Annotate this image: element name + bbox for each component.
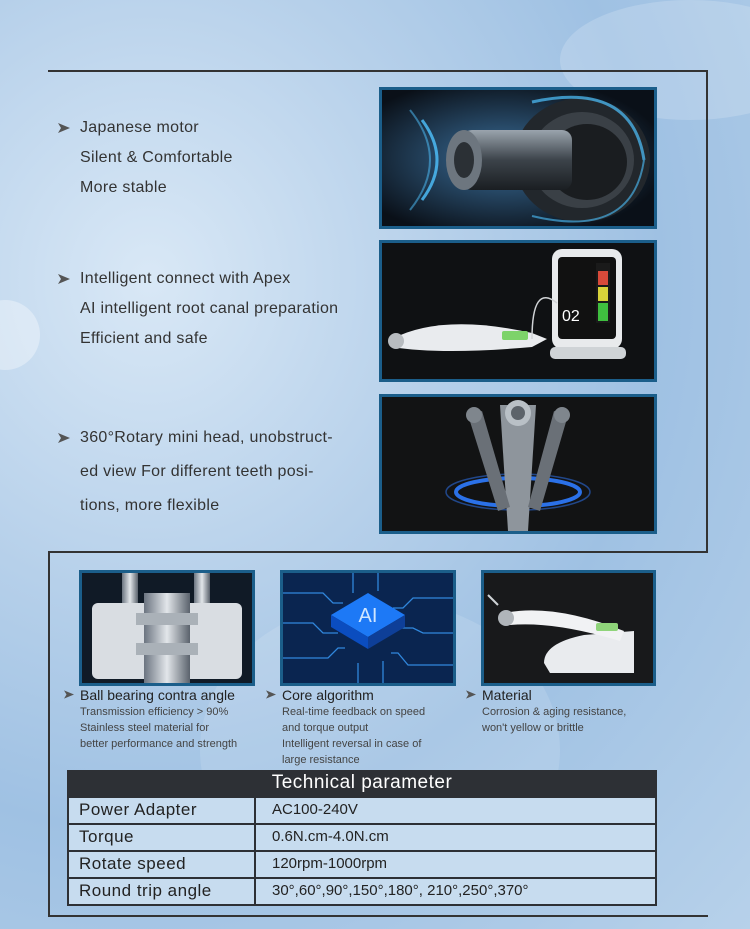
table-value: AC100-240V [272, 801, 358, 818]
detail-line: better performance and strength [80, 738, 238, 750]
detail-line: Real-time feedback on speed [282, 706, 426, 718]
detail-line: and torque output [282, 722, 369, 734]
detail-title-text: Core algorithm [282, 687, 374, 703]
arrow-bullet-icon [58, 123, 70, 133]
feature-line: ed view For different teeth posi- [80, 463, 314, 480]
detail-title [466, 686, 626, 704]
detail-title-text: Ball bearing contra angle [80, 687, 235, 703]
table-key: Power Adapter [69, 798, 256, 823]
rotary-head-illustration [382, 397, 654, 531]
table-key: Round trip angle [69, 879, 256, 904]
motor-photo [379, 87, 657, 229]
detail-line: Stainless steel material for [80, 722, 209, 734]
feature-line: AI intelligent root canal preparation [80, 300, 339, 317]
arrow-bullet-icon [64, 690, 74, 699]
detail-line: large resistance [282, 754, 360, 766]
detail-line: Intelligent reversal in case of [282, 738, 422, 750]
detail-title [266, 686, 425, 704]
table-value: 30°,60°,90°,150°,180°, 210°,250°,370° [272, 882, 529, 899]
feature-line: Japanese motor [80, 119, 199, 136]
table-row [67, 825, 657, 852]
arrow-bullet-icon [58, 274, 70, 284]
table-row [67, 852, 657, 879]
apex-device-illustration [382, 243, 654, 379]
table-value: 120rpm-1000rpm [272, 855, 388, 872]
feature-line: Efficient and safe [80, 330, 208, 347]
ball-bearing-photo [79, 570, 255, 686]
feature-line: More stable [80, 179, 167, 196]
detail-line: Corrosion & aging resistance, [482, 706, 627, 718]
motor-illustration [382, 90, 654, 226]
detail-title [64, 686, 237, 704]
feature-line: Silent & Comfortable [80, 149, 233, 166]
feature-motor [58, 113, 233, 203]
detail-line: Transmission efficiency > 90% [80, 706, 229, 718]
material-illustration [484, 573, 653, 683]
background-blob [0, 300, 40, 370]
table-value: 0.6N.cm-4.0N.cm [272, 828, 389, 845]
ai-chip-photo [280, 570, 456, 686]
feature-apex [58, 264, 338, 354]
arrow-bullet-icon [266, 690, 276, 699]
arrow-bullet-icon [466, 690, 476, 699]
material-photo [481, 570, 656, 686]
feature-line: 360°Rotary mini head, unobstruct- [80, 429, 333, 446]
table-row [67, 796, 657, 825]
arrow-bullet-icon [58, 433, 70, 443]
table-row [67, 879, 657, 906]
svg-text:02: 02 [562, 308, 580, 325]
rotary-head-photo [379, 394, 657, 534]
technical-parameter-table [67, 770, 657, 906]
apex-device-photo [379, 240, 657, 382]
feature-rotary-head [58, 421, 333, 523]
detail-core-algorithm [266, 686, 425, 768]
svg-text:AI: AI [358, 605, 378, 627]
detail-title-text: Material [482, 687, 532, 703]
table-key: Rotate speed [69, 852, 256, 877]
detail-ball-bearing [64, 686, 237, 752]
table-key: Torque [69, 825, 256, 850]
detail-material [466, 686, 626, 736]
feature-line: tions, more flexible [80, 497, 220, 514]
feature-line: Intelligent connect with Apex [80, 270, 291, 287]
ai-chip-illustration [283, 573, 453, 683]
table-title: Technical parameter [67, 770, 657, 796]
ball-bearing-illustration [82, 573, 252, 683]
detail-line: won't yellow or brittle [482, 722, 584, 734]
